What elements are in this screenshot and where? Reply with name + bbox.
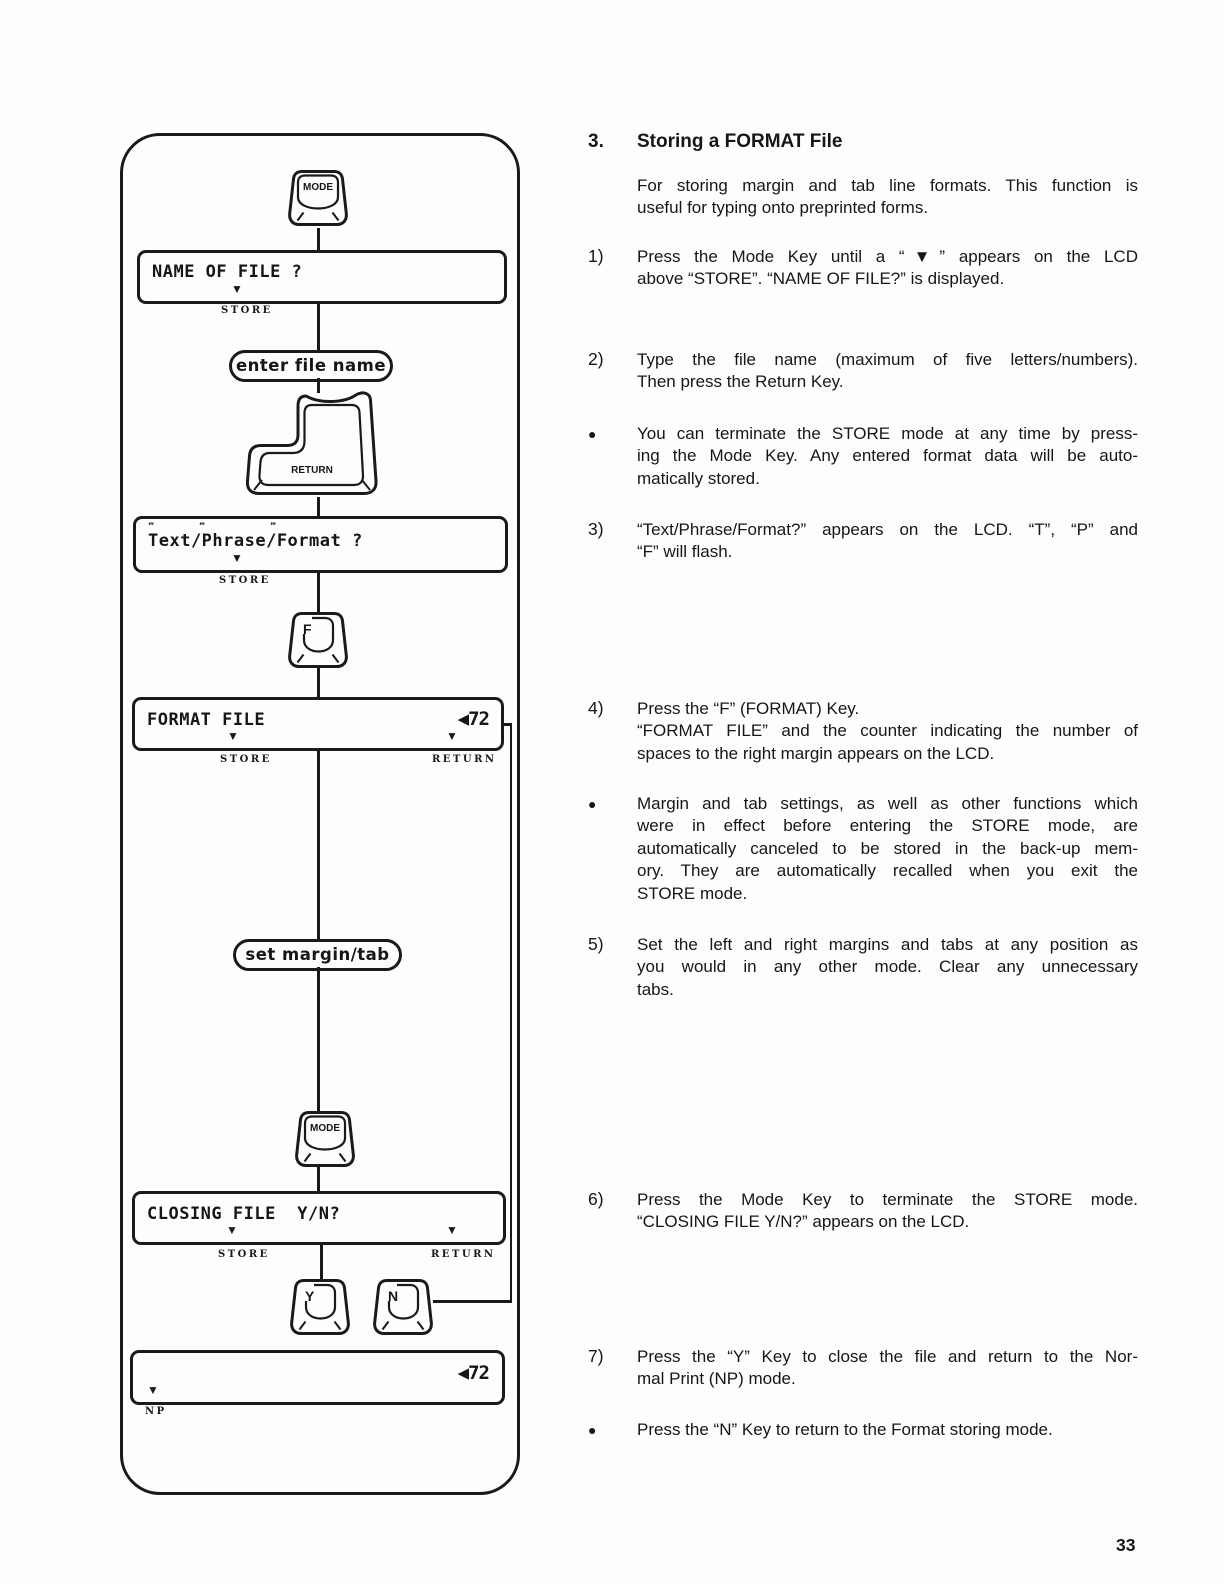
lcd-format-file	[132, 697, 504, 751]
lcd-closing-file	[132, 1191, 506, 1245]
item-number: 5)	[588, 934, 604, 954]
flash-mark-f-icon: ‴	[271, 521, 276, 531]
flash-mark-p-icon: ‴	[200, 521, 205, 531]
mode-key-label: MODE	[310, 1123, 340, 1134]
feedback-line-vertical	[510, 723, 513, 1302]
mode-key-icon	[294, 1110, 356, 1168]
item-paragraph	[637, 349, 1138, 394]
item-line: spaces to the right margin appears on the LCD.	[637, 743, 995, 763]
store-label: STORE	[219, 575, 271, 586]
item-number: 6)	[588, 1189, 604, 1209]
y-key-icon	[289, 1278, 351, 1336]
store-indicator-icon: ▼	[231, 551, 243, 565]
flash-mark-t-icon: ‴	[149, 521, 154, 531]
connector-line	[317, 497, 320, 517]
item-text	[637, 246, 1138, 291]
item-paragraph	[637, 1189, 1138, 1234]
store-indicator-icon: ▼	[227, 729, 239, 743]
item-line: Then press the Return Key.	[637, 372, 844, 392]
item-line: STORE mode.	[637, 883, 748, 903]
item-number: 2)	[588, 349, 604, 369]
page-number: 33	[1116, 1535, 1136, 1555]
action-enter-file-name: enter file name	[229, 350, 393, 382]
store-indicator-icon: ▼	[226, 1223, 238, 1237]
section-number: 3.	[588, 131, 604, 152]
lcd-counter: ◀72	[457, 1362, 489, 1384]
return-key-icon	[246, 391, 379, 498]
item-line: “F” will flash.	[637, 542, 733, 562]
connector-line	[320, 1241, 323, 1280]
item-paragraph	[637, 519, 1138, 564]
section-title: Storing a FORMAT File	[637, 131, 843, 152]
connector-line	[317, 1166, 320, 1192]
item-text	[637, 423, 1138, 490]
item-text	[637, 934, 1138, 1001]
item-line: Type the file name (maximum of five letters/numbers).	[637, 350, 1138, 369]
feedback-line-horizontal	[433, 1300, 512, 1303]
item-text	[637, 349, 1138, 394]
item-line: Press the “N” Key to return to the Format storing mode.	[637, 1420, 1053, 1439]
store-indicator-icon: ▼	[231, 282, 243, 296]
item-number: 7)	[588, 1346, 604, 1366]
item-line: you would in any other mode. Clear any unnecessary	[637, 957, 1138, 977]
item-line: Press the Mode Key to terminate the STORE mode.	[637, 1190, 1138, 1209]
connector-line	[317, 967, 320, 1111]
item-paragraph	[637, 720, 1138, 765]
item-line: “CLOSING FILE Y/N?” appears on the LCD.	[637, 1212, 970, 1232]
f-key-label: F	[303, 621, 312, 637]
item-line: Margin and tab settings, as well as other functions which	[637, 794, 1138, 813]
lcd-text: FORMAT FILE	[147, 710, 266, 730]
mode-key-label: MODE	[303, 182, 333, 193]
intro-line: For storing margin and tab line formats. This function is	[637, 176, 1138, 195]
connector-line	[317, 668, 320, 698]
return-indicator-icon: ▼	[446, 729, 458, 743]
return-key-label: RETURN	[291, 465, 333, 476]
bullet-icon: ●	[588, 1422, 597, 1438]
item-line: mal Print (NP) mode.	[637, 1369, 796, 1389]
n-key-label: N	[388, 1288, 399, 1304]
item-line: ory. They are automatically recalled when you exit the	[637, 861, 1138, 881]
lcd-text: NAME OF FILE ?	[152, 262, 303, 282]
store-label: STORE	[221, 305, 273, 316]
lcd-text: CLOSING FILE Y/N?	[147, 1204, 341, 1224]
item-line: Set the left and right margins and tabs at any position as	[637, 935, 1138, 954]
lcd-text-phrase-format	[133, 516, 508, 573]
item-text	[637, 1346, 1138, 1391]
item-line: tabs.	[637, 979, 674, 999]
connector-line	[317, 748, 320, 940]
item-line: Press the Mode Key until a “▼” appears on the LCD	[637, 247, 1138, 266]
item-paragraph	[637, 698, 1138, 720]
item-line: above “STORE”. “NAME OF FILE?” is displayed.	[637, 269, 1005, 289]
connector-line	[317, 300, 320, 350]
return-indicator-icon: ▼	[446, 1223, 458, 1237]
item-text	[637, 1189, 1138, 1234]
bullet-icon: ●	[588, 426, 597, 442]
lcd-counter: ◀72	[457, 708, 489, 730]
item-paragraph	[637, 423, 1138, 490]
instruction-list	[588, 0, 1140, 1584]
lcd-text: Text/Phrase/Format ?	[148, 531, 363, 551]
item-paragraph	[637, 793, 1138, 905]
return-label: RETURN	[432, 754, 497, 765]
return-label: RETURN	[431, 1249, 496, 1260]
np-label: NP	[145, 1406, 167, 1417]
item-text	[637, 1419, 1138, 1441]
item-line: Press the “Y” Key to close the file and return to the Nor-	[637, 1347, 1138, 1366]
f-key-icon	[287, 611, 349, 669]
lcd-name-of-file	[137, 250, 507, 304]
action-set-margin-tab: set margin/tab	[233, 939, 402, 971]
item-number: 3)	[588, 519, 604, 539]
item-number: 1)	[588, 246, 604, 266]
item-line: automatically canceled to be stored in the back-up mem-	[637, 838, 1138, 858]
np-indicator-icon: ▼	[147, 1383, 159, 1397]
item-paragraph	[637, 1346, 1138, 1391]
item-paragraph	[637, 934, 1138, 1001]
store-label: STORE	[220, 754, 272, 765]
item-paragraph	[637, 1419, 1138, 1441]
item-text	[637, 793, 1138, 905]
connector-line	[317, 228, 320, 250]
item-line: ing the Mode Key. Any entered format data will be auto-	[637, 446, 1138, 466]
bullet-icon: ●	[588, 796, 597, 812]
item-text	[637, 698, 1138, 765]
item-line: Press the “F” (FORMAT) Key.	[637, 699, 860, 718]
item-line: “FORMAT FILE” and the counter indicating the number of	[637, 721, 1138, 741]
connector-line	[317, 570, 320, 612]
y-key-label: Y	[305, 1288, 315, 1304]
item-number: 4)	[588, 698, 604, 718]
store-label: STORE	[218, 1249, 270, 1260]
item-line: were in effect before entering the STORE mode, are	[637, 816, 1138, 836]
item-text	[637, 519, 1138, 564]
lcd-np-counter	[130, 1350, 505, 1405]
n-key-icon	[372, 1278, 434, 1336]
item-paragraph	[637, 246, 1138, 291]
item-line: You can terminate the STORE mode at any time by press-	[637, 424, 1138, 443]
mode-key-icon	[287, 169, 349, 227]
item-line: matically stored.	[637, 468, 760, 488]
intro-line: useful for typing onto preprinted forms.	[637, 198, 929, 218]
item-line: “Text/Phrase/Format?” appears on the LCD. “T”, “P” and	[637, 520, 1138, 539]
